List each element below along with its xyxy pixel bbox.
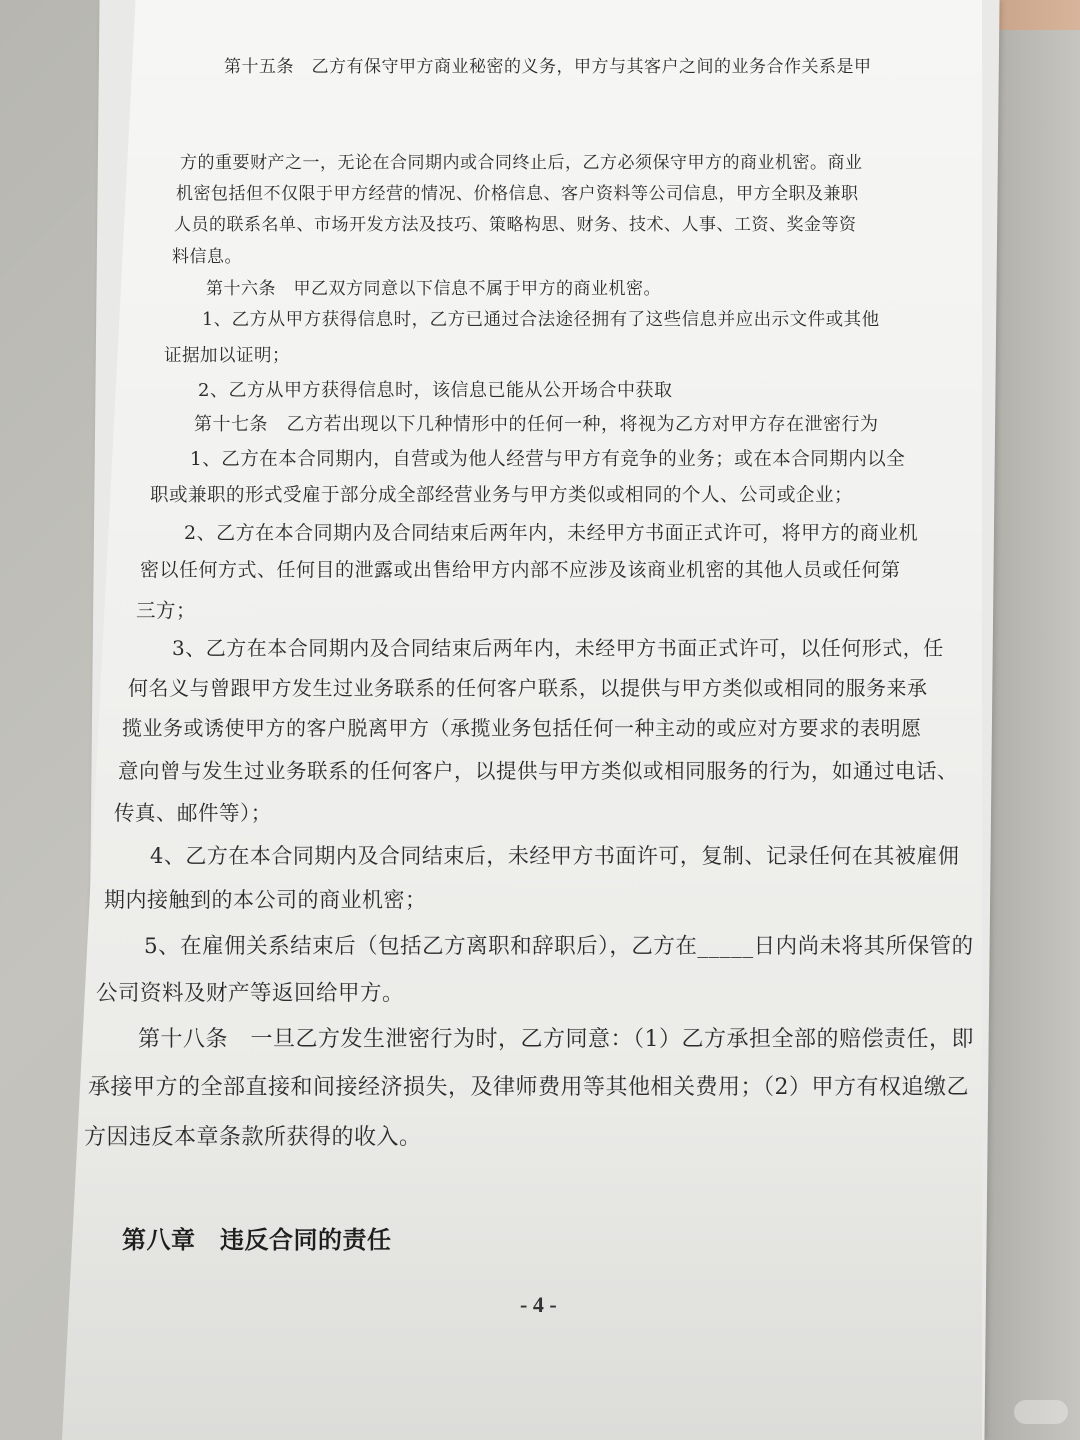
text-line: 公司资料及财产等返回给甲方。	[96, 981, 405, 1006]
text-line: 5、在雇佣关系结束后（包括乙方离职和辞职后），乙方在_____日内尚未将其所保管的	[144, 934, 974, 959]
text-line: 3、乙方在本合同期内及合同结束后两年内，未经甲方书面正式许可，以任何形式，任	[172, 636, 944, 660]
text-line: 第十八条 一旦乙方发生泄密行为时，乙方同意：（1）乙方承担全部的赔偿责任，即	[138, 1027, 974, 1052]
text-line: 第十五条 乙方有保守甲方商业秘密的义务，甲方与其客户之间的业务合作关系是甲	[224, 57, 872, 77]
text-line: 传真、邮件等）；	[114, 801, 272, 825]
text-line: 承接甲方的全部直接和间接经济损失，及律师费用等其他相关费用；（2）甲方有权追缴乙	[88, 1075, 970, 1100]
text-line: 期内接触到的本公司的商业机密；	[104, 888, 427, 912]
text-line: 2、乙方从甲方获得信息时，该信息已能从公开场合中获取	[198, 380, 673, 401]
text-line: 方的重要财产之一，无论在合同期内或合同终止后，乙方必须保守甲方的商业机密。商业	[180, 153, 863, 173]
text-line: 机密包括但不仅限于甲方经营的情况、价格信息、客户资料等公司信息，甲方全职及兼职	[176, 184, 859, 204]
text-line: 1、乙方从甲方获得信息时，乙方已通过合法途径拥有了这些信息并应出示文件或其他	[202, 310, 880, 330]
text-line: 证据加以证明；	[164, 346, 290, 366]
text-line: 揽业务或诱使甲方的客户脱离甲方（承揽业务包括任何一种主动的或应对方要求的表明愿	[122, 716, 922, 740]
text-line: 4、乙方在本合同期内及合同结束后，未经甲方书面许可，复制、记录任何在其被雇佣	[150, 844, 960, 868]
chapter-heading: 第八章 违反合同的责任	[122, 1225, 392, 1254]
text-line: 三方；	[136, 599, 197, 622]
text-line: 2、乙方在本合同期内及合同结束后两年内，未经甲方书面正式许可，将甲方的商业机	[184, 522, 919, 544]
text-line: 何名义与曾跟甲方发生过业务联系的任何客户联系，以提供与甲方类似或相同的服务来承	[128, 676, 928, 700]
wood-edge	[990, 0, 1080, 30]
text-line: 第十六条 甲乙双方同意以下信息不属于甲方的商业机密。	[206, 279, 661, 299]
text-line: 第十七条 乙方若出现以下几种情形中的任何一种，将视为乙方对甲方存在泄密行为	[194, 414, 879, 435]
text-line: 职或兼职的形式受雇于部分成全部经营业务与甲方类似或相同的个人、公司或企业；	[150, 485, 854, 506]
text-line: 方因违反本章条款所获得的收入。	[84, 1125, 422, 1150]
text-line: 意向曾与发生过业务联系的任何客户，以提供与甲方类似或相同服务的行为，如通过电话、	[118, 759, 958, 783]
text-line: 1、乙方在本合同期内，自营或为他人经营与甲方有竞争的业务；或在本合同期内以全	[190, 449, 906, 470]
text-line: 料信息。	[172, 247, 242, 267]
watermark-badge	[1014, 1400, 1068, 1424]
text-line: 人员的联系名单、市场开发方法及技巧、策略构思、财务、技术、人事、工资、奖金等资	[174, 215, 857, 235]
page-number: - 4 -	[520, 1292, 557, 1317]
text-line: 密以任何方式、任何目的泄露或出售给甲方内部不应涉及该商业机密的其他人员或任何第	[140, 559, 901, 581]
